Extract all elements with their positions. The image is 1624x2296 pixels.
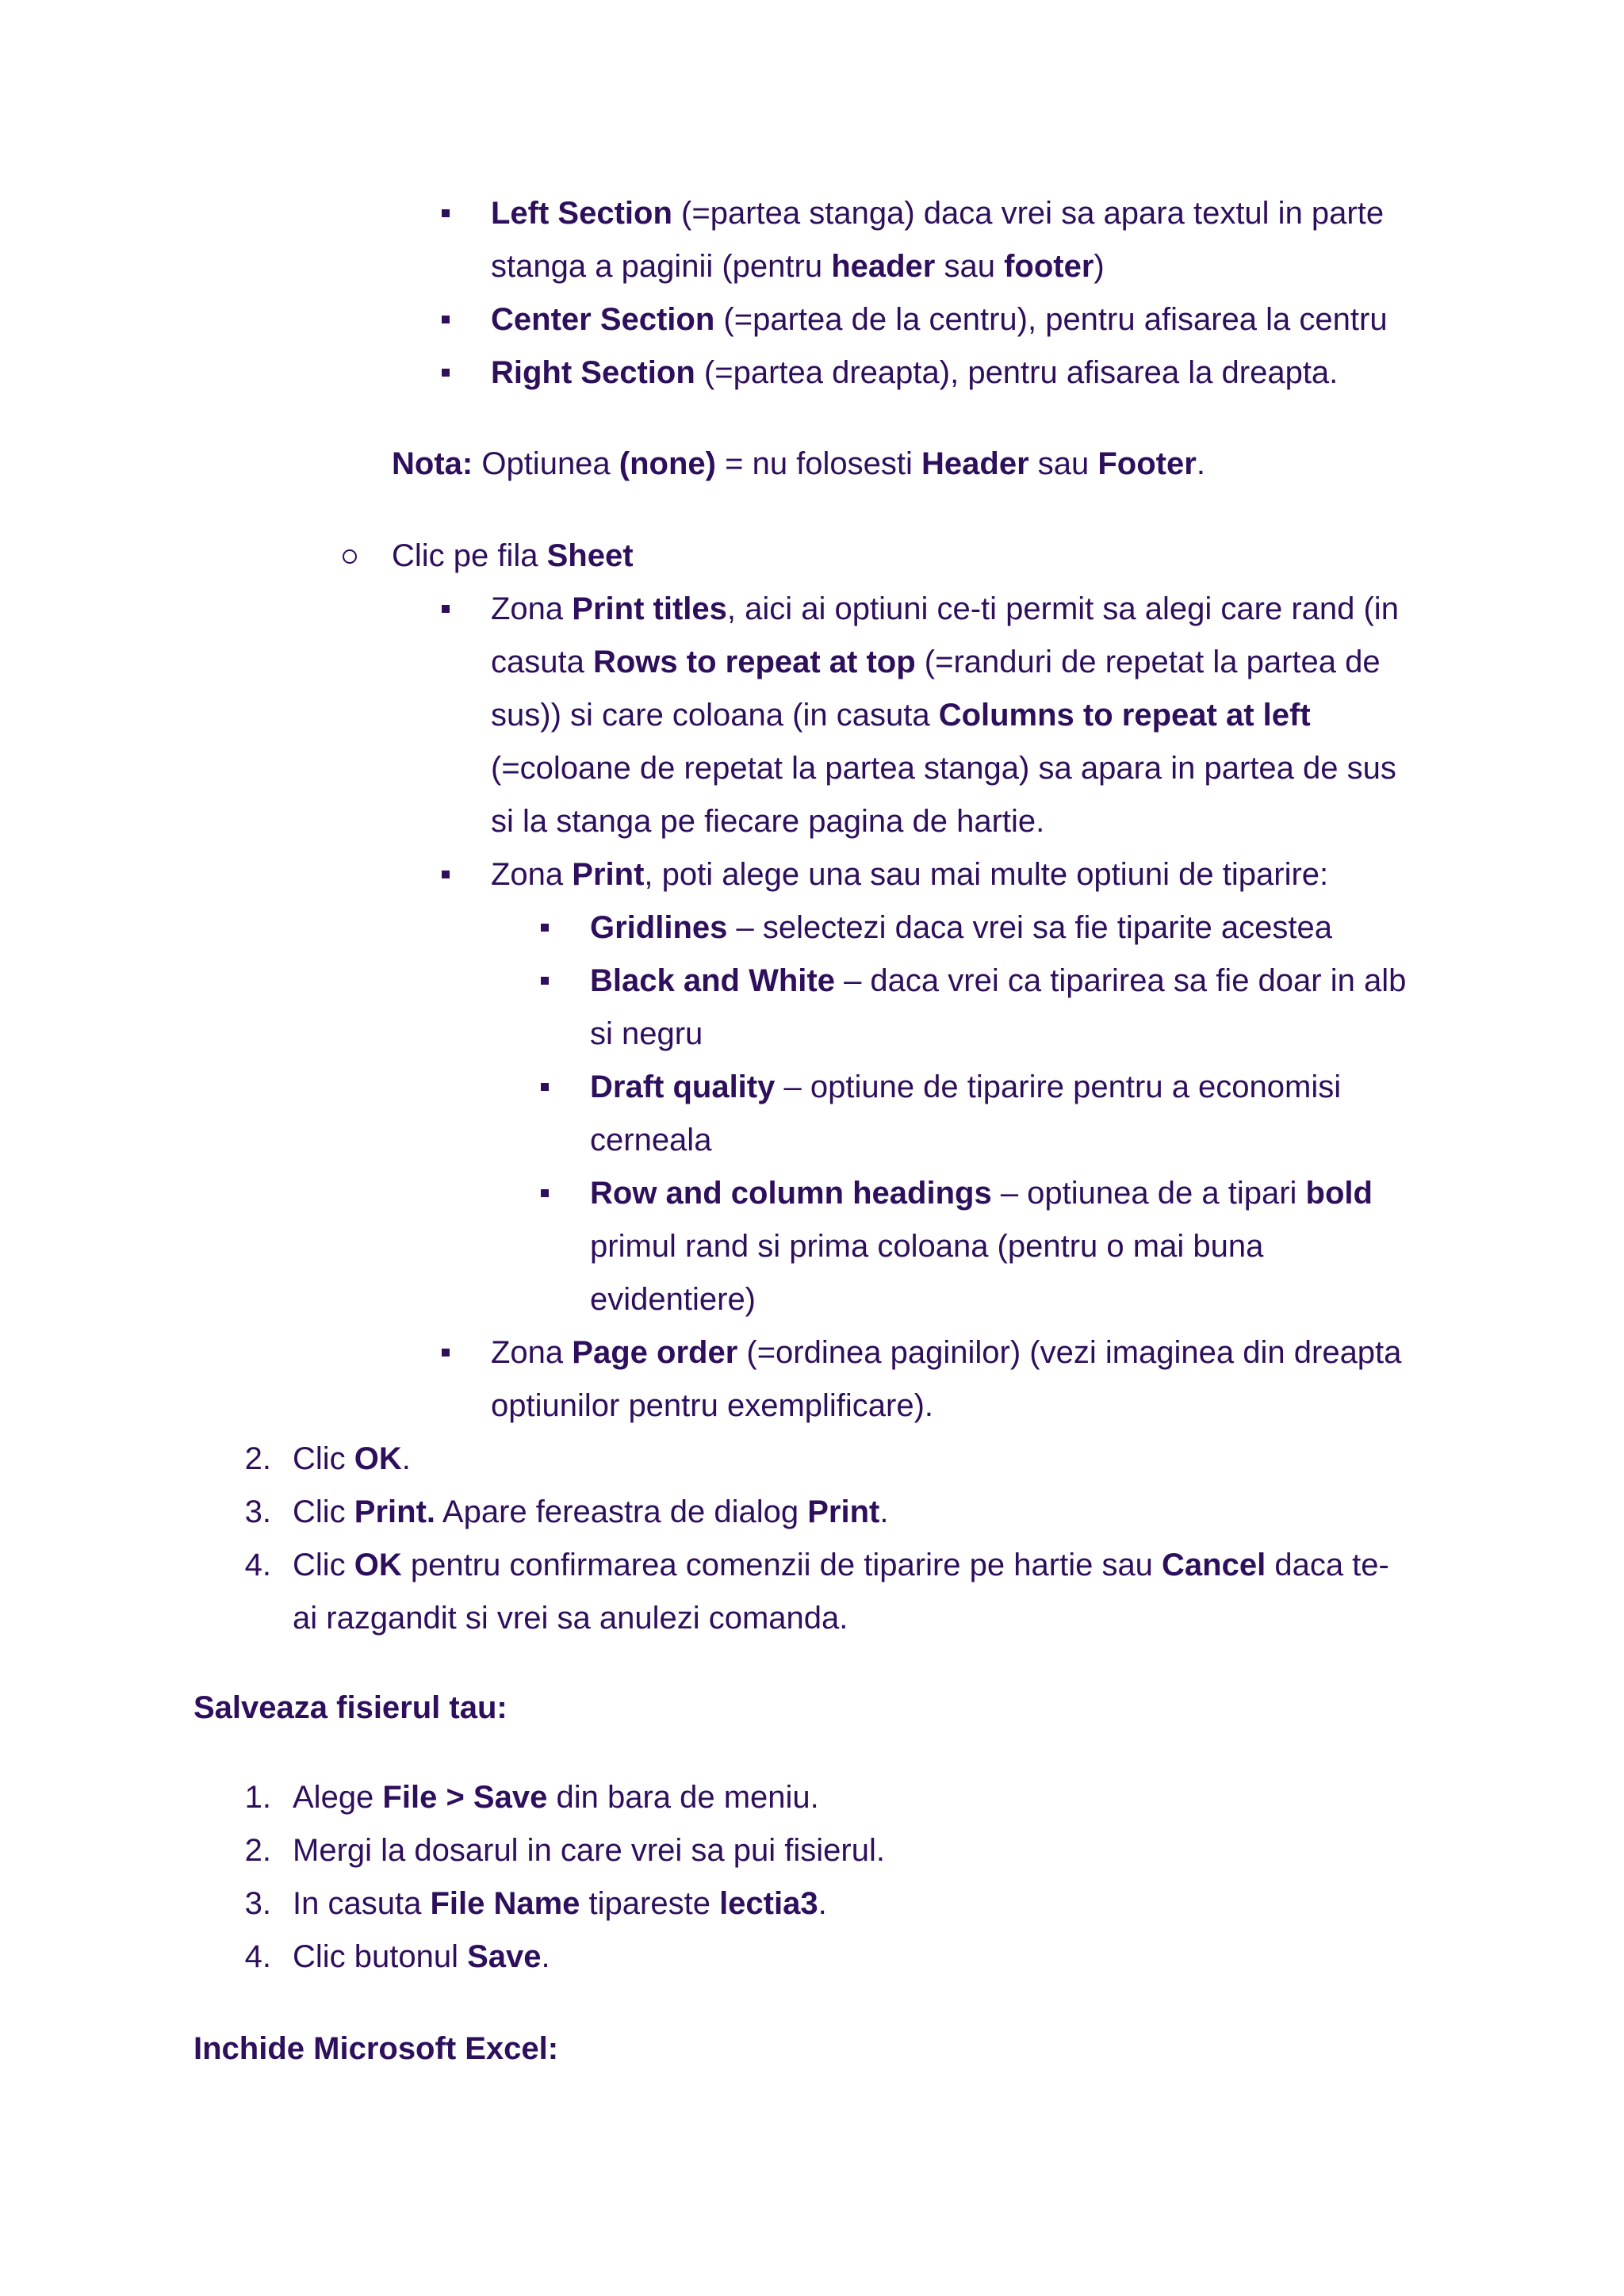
- text-run: – optiunea de a tipari: [991, 1176, 1306, 1211]
- bold-term: Save: [467, 1939, 542, 1974]
- bold-term: header: [831, 249, 936, 284]
- bold-term: OK: [354, 1441, 402, 1476]
- text-run: .: [818, 1886, 827, 1921]
- text-run: si negru: [590, 1016, 703, 1051]
- step-print: [293, 1486, 888, 1539]
- text-run: Optiunea: [473, 446, 619, 481]
- text-run: ai razgandit si vrei sa anulezi comanda.: [293, 1601, 848, 1636]
- text-run: Zona: [491, 857, 573, 892]
- text-run: Zona: [491, 1335, 573, 1370]
- bold-term: bold: [1305, 1176, 1373, 1211]
- bold-term: Right Section: [491, 355, 695, 390]
- text-run: din bara de meniu.: [547, 1780, 819, 1815]
- bold-term: Cancel: [1162, 1548, 1266, 1582]
- bold-term: Footer: [1097, 446, 1197, 481]
- step-number: 2.: [244, 1441, 271, 1476]
- bold-term: Sheet: [546, 538, 634, 573]
- text-run: Apare fereastra de dialog: [435, 1494, 808, 1529]
- text-run: daca te-: [1266, 1548, 1389, 1582]
- square-bullet-icon: [541, 977, 549, 985]
- save-step-button: [293, 1931, 550, 1984]
- text-run: stanga a paginii (pentru: [491, 249, 832, 284]
- gridlines-option: [590, 901, 1332, 955]
- step-number: 2.: [244, 1833, 271, 1868]
- bold-term: File Name: [430, 1886, 580, 1921]
- text-run: .: [879, 1494, 889, 1529]
- text-run: .: [401, 1441, 411, 1476]
- bold-term: Center Section: [491, 302, 715, 337]
- text-run: ): [1094, 249, 1105, 284]
- text-run: Clic: [293, 1548, 354, 1582]
- bold-term: Print.: [354, 1494, 436, 1529]
- print-titles-item: [491, 583, 1399, 848]
- right-section-item: [491, 346, 1338, 400]
- bold-term: Nota:: [392, 446, 473, 481]
- text-run: (=partea dreapta), pentru afisarea la dreapta.: [695, 355, 1339, 390]
- text-run: – daca vrei ca tiparirea sa fie doar in alb: [834, 963, 1407, 998]
- text-run: In casuta: [293, 1886, 431, 1921]
- bold-term: Left Section: [491, 196, 672, 231]
- text-run: Alege: [293, 1780, 383, 1815]
- draft-quality-option: [590, 1061, 1341, 1167]
- text-run: sus)) si care coloana (in casuta: [491, 698, 939, 733]
- step-number: 3.: [244, 1886, 271, 1921]
- step-confirm: [293, 1539, 1389, 1645]
- text-run: – selectezi daca vrei sa fie tiparite acestea: [727, 910, 1333, 945]
- text-run: evidentiere): [590, 1282, 756, 1317]
- text-run: sau: [1028, 446, 1098, 481]
- text-run: .: [541, 1939, 550, 1974]
- row-column-headings-option: [590, 1167, 1373, 1326]
- save-file-heading: Salveaza fisierul tau:: [193, 1690, 508, 1725]
- black-and-white-option: [590, 955, 1406, 1061]
- save-step-file-save: [293, 1771, 819, 1824]
- text-run: Mergi la dosarul in care vrei sa pui fisierul.: [293, 1833, 885, 1868]
- bold-term: (none): [619, 446, 716, 481]
- left-section-item: [491, 187, 1384, 293]
- circle-bullet-icon: [343, 549, 357, 564]
- text-run: optiunilor pentru exemplificare).: [491, 1388, 934, 1423]
- square-bullet-icon: [442, 316, 450, 323]
- step-number: 1.: [244, 1780, 271, 1815]
- bold-term: lectia3: [719, 1886, 818, 1921]
- bold-term: Rows to repeat at top: [592, 645, 916, 679]
- text-run: (=randuri de repetat la partea de: [915, 645, 1381, 679]
- sheet-tab-item: [392, 530, 634, 583]
- bold-term: Page order: [572, 1335, 738, 1370]
- text-run: (=partea stanga) daca vrei sa apara textul in parte: [672, 196, 1385, 231]
- save-step-folder: [293, 1824, 885, 1877]
- bold-term: Print titles: [572, 591, 727, 626]
- square-bullet-icon: [442, 1349, 450, 1357]
- bold-term: footer: [1004, 249, 1094, 284]
- bold-term: Print: [807, 1494, 880, 1529]
- text-run: Zona: [491, 591, 573, 626]
- text-run: primul rand si prima coloana (pentru o mai buna: [590, 1229, 1264, 1264]
- bold-term: Black and White: [590, 963, 835, 998]
- text-run: .: [1196, 446, 1205, 481]
- page-order-item: [491, 1326, 1401, 1433]
- bold-term: OK: [354, 1548, 402, 1582]
- square-bullet-icon: [442, 871, 450, 878]
- text-run: sau: [935, 249, 1005, 284]
- text-run: tipareste: [580, 1886, 720, 1921]
- text-run: , poti alege una sau mai multe optiuni de tiparire:: [644, 857, 1329, 892]
- bold-term: Gridlines: [590, 910, 728, 945]
- square-bullet-icon: [541, 1189, 549, 1197]
- text-run: Clic: [293, 1494, 354, 1529]
- step-ok: [293, 1433, 411, 1486]
- text-run: si la stanga pe fiecare pagina de hartie.: [491, 804, 1045, 839]
- square-bullet-icon: [541, 1083, 549, 1091]
- close-excel-heading: Inchide Microsoft Excel:: [193, 2031, 559, 2066]
- text-run: Clic pe fila: [392, 538, 547, 573]
- bold-term: Print: [572, 857, 645, 892]
- text-run: , aici ai optiuni ce-ti permit sa alegi care rand (in: [726, 591, 1399, 626]
- step-number: 3.: [244, 1494, 271, 1529]
- text-run: (=coloane de repetat la partea stanga) sa apara in partea de sus: [491, 751, 1396, 786]
- bold-term: File > Save: [382, 1780, 548, 1815]
- text-run: Clic butonul: [293, 1939, 468, 1974]
- save-step-file-name: [293, 1877, 827, 1931]
- text-run: (=ordinea paginilor) (vezi imaginea din dreapta: [737, 1335, 1402, 1370]
- bold-term: Row and column headings: [590, 1176, 992, 1211]
- step-number: 4.: [244, 1939, 271, 1974]
- bold-term: Draft quality: [590, 1070, 776, 1104]
- text-run: – optiune de tiparire pentru a economisi: [775, 1070, 1342, 1104]
- text-run: casuta: [491, 645, 593, 679]
- print-zone-item: [491, 848, 1328, 901]
- text-run: = nu folosesti: [715, 446, 922, 481]
- text-run: Clic: [293, 1441, 354, 1476]
- bold-term: Columns to repeat at left: [938, 698, 1311, 733]
- square-bullet-icon: [541, 924, 549, 932]
- square-bullet-icon: [442, 209, 450, 217]
- text-run: pentru confirmarea comenzii de tiparire pe hartie sau: [401, 1548, 1162, 1582]
- step-number: 4.: [244, 1548, 271, 1582]
- bold-term: Header: [921, 446, 1029, 481]
- nota-paragraph: [392, 438, 1205, 491]
- text-run: (=partea de la centru), pentru afisarea la centru: [714, 302, 1388, 337]
- center-section-item: [491, 293, 1388, 346]
- square-bullet-icon: [442, 369, 450, 377]
- square-bullet-icon: [442, 605, 450, 613]
- text-run: cerneala: [590, 1123, 712, 1158]
